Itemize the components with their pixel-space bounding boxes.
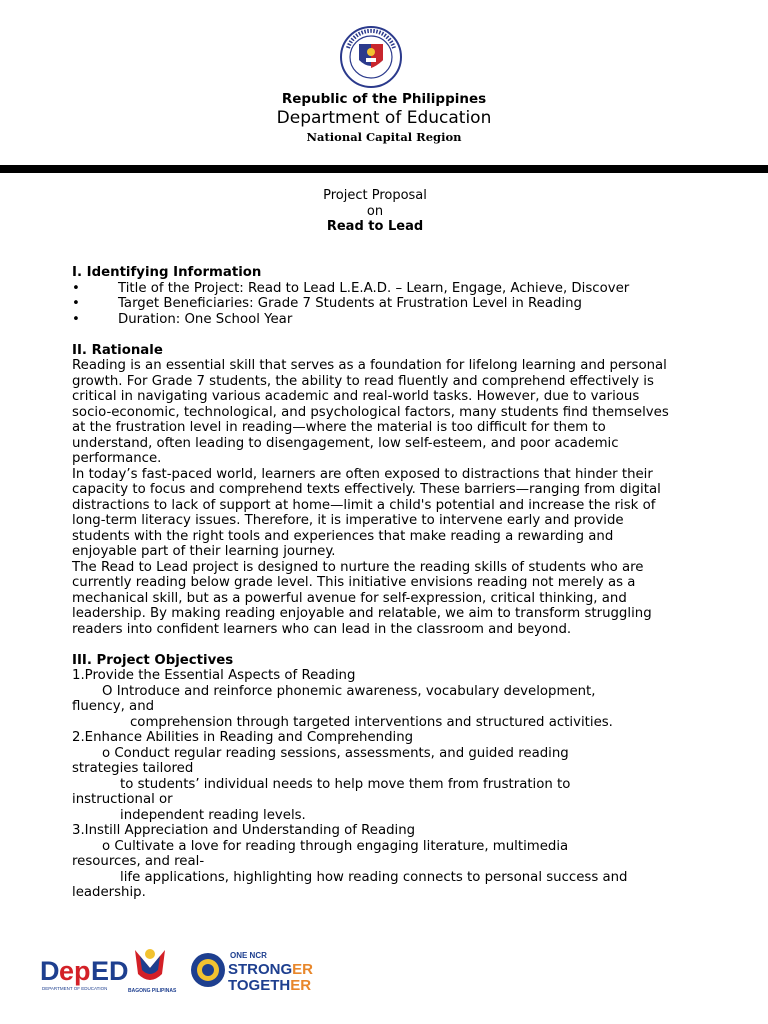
proposal-label: Project Proposal <box>323 188 427 203</box>
objective-line: leadership. <box>72 885 146 900</box>
svg-text:ep: ep <box>59 956 91 986</box>
svg-text:ONE NCR: ONE NCR <box>230 951 267 960</box>
objective-line: strategies tailored <box>72 761 194 776</box>
one-ncr-stronger-together-logo <box>228 951 313 994</box>
deped-logo <box>40 956 129 991</box>
objective-line: O Introduce and reinforce phonemic awareness, vocabulary development, <box>102 683 596 699</box>
deped-seal-logo <box>336 26 406 88</box>
svg-text:TOGETHER: TOGETHER <box>228 977 312 994</box>
republic-heading: Republic of the Philippines <box>281 91 487 107</box>
objective-line: 1.Provide the Essential Aspects of Reading <box>72 668 356 683</box>
proposal-on: on <box>366 204 384 219</box>
proposal-title: Read to Lead <box>326 219 424 234</box>
document-body <box>72 265 682 901</box>
bullet-item <box>72 312 682 328</box>
svg-text:DEPARTMENT OF EDUCATION: DEPARTMENT OF EDUCATION <box>42 986 108 991</box>
bullet-item <box>72 296 682 312</box>
objective-line: independent reading levels. <box>120 807 306 823</box>
department-heading: Department of Education <box>276 108 492 128</box>
rationale-paragraph: The Read to Lead project is designed to nurture the reading skills of students who are currently reading below grade level. This initiative envisions reading not merely as a mechanical skill, but as a powerful avenue for self-expression, critical thinking, and leadership. By making reading enjoyable and relatable, we aim to transform struggling readers into confident learners who can lead in the classroom and beyond. <box>72 559 652 637</box>
rationale-paragraph: In today’s fast-paced world, learners are often exposed to distractions that hinder their capacity to focus and comprehend texts effectively. These barriers—ranging from digital distractions to lack of support at home—limit a child's potential and increase the risk of long-term literacy issues. Therefore, it is imperative to intervene early and provide students with the right tools and experiences that make reading a rewarding and enjoyable part of their learning journey. <box>72 466 661 559</box>
svg-text:D: D <box>40 956 60 986</box>
section-heading-objectives: III. Project Objectives <box>72 652 234 668</box>
objective-line: 2.Enhance Abilities in Reading and Comprehending <box>72 730 414 745</box>
section-heading-rationale: II. Rationale <box>72 342 163 358</box>
footer-logos <box>40 940 340 998</box>
bullet-item <box>72 281 682 297</box>
svg-text:ED: ED <box>91 956 129 986</box>
bullet-text: Title of the Project: Read to Lead L.E.A.D. – Learn, Engage, Achieve, Discover <box>118 280 630 296</box>
bullet-text: Target Beneficiaries: Grade 7 Students at Frustration Level in Reading <box>118 296 582 311</box>
bullet-icon: • <box>72 280 80 296</box>
objective-line: 3.Instill Appreciation and Understanding of Reading <box>72 823 416 838</box>
bullet-icon: • <box>72 311 80 327</box>
objective-line: fluency, and <box>72 699 155 714</box>
objective-line: o Cultivate a love for reading through engaging literature, multimedia <box>102 838 569 854</box>
bagong-pilipinas-logo <box>128 949 177 994</box>
rationale-paragraph: Reading is an essential skill that serves as a foundation for lifelong learning and personal growth. For Grade 7 students, the ability to read fluently and comprehend effectively is critical in navigating various academic and real-world tasks. However, due to various socio-economic, technological, and psychological factors, many students find themselves at the frustration level in reading—where the material is too difficult for them to understand, often leading to disengagement, low self-esteem, and poor academic performance. <box>72 358 669 466</box>
objective-line: to students’ individual needs to help move them from frustration to <box>120 776 571 792</box>
bullet-icon: • <box>72 296 80 311</box>
objective-line: comprehension through targeted interventions and structured activities. <box>130 714 613 730</box>
header-divider <box>0 165 768 173</box>
objective-line: o Conduct regular reading sessions, assessments, and guided reading <box>102 745 569 761</box>
objective-line: life applications, highlighting how reading connects to personal success and <box>120 869 628 885</box>
svg-text:BAGONG PILIPINAS: BAGONG PILIPINAS <box>128 988 177 994</box>
objective-line: resources, and real- <box>72 854 205 869</box>
region-heading: National Capital Region <box>306 130 462 144</box>
bullet-text: Duration: One School Year <box>118 311 293 327</box>
objective-line: instructional or <box>72 792 173 807</box>
ncr-seal-logo <box>191 953 225 987</box>
svg-text:STRONGER: STRONGER <box>228 961 314 978</box>
section-heading-identifying: I. Identifying Information <box>72 265 262 280</box>
